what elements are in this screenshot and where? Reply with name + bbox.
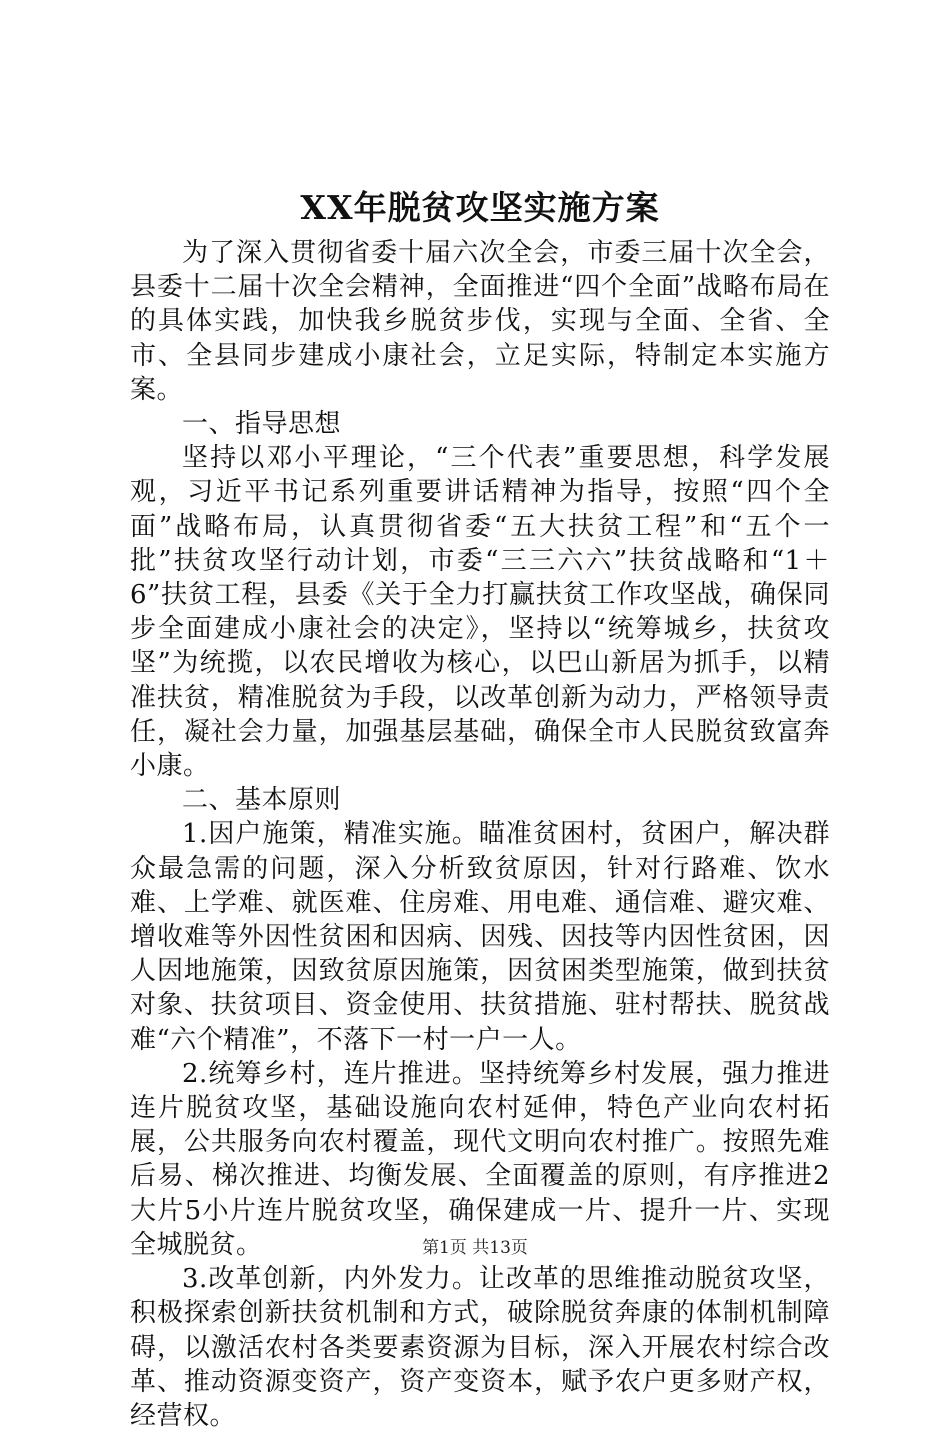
principle-3-paragraph: 3.改革创新，内外发力。让改革的思维推动脱贫攻坚，积极探索创新扶贫机制和方式，破除脱贫奔康的体制机制障碍，以激活农村各类要素资源为目标，深入开展农村综合改革、推动资源变资产，资产变资本，赋予农户更多财产权，经营权。 xyxy=(130,1264,830,1431)
page-number-footer: 第1页 共13页 xyxy=(422,1238,528,1258)
document-title: XX年脱贫攻坚实施方案 xyxy=(300,188,660,227)
section-heading-basic-principles: 二、基本原则 xyxy=(182,785,342,816)
intro-paragraph: 为了深入贯彻省委十届六次全会，市委三届十次全会，县委十二届十次全会精神，全面推进“四个全面”战略布局在的具体实践，加快我乡脱贫步伐，实现与全面、全省、全市、全县同步建成小康社会，立足实际，特制定本实施方案。 xyxy=(130,238,830,405)
principle-1-paragraph: 1.因户施策，精准实施。瞄准贫困村，贫困户，解决群众最急需的问题，深入分析致贫原因，针对行路难、饮水难、上学难、就医难、住房难、用电难、通信难、避灾难、增收难等外因性贫困和因病、因残、因技等内因性贫困，因人因地施策，因致贫原因施策，因贫困类型施策，做到扶贫对象、扶贫项目、资金使用、扶贫措施、驻村帮扶、脱贫战难“六个精准”，不落下一村一户一人。 xyxy=(130,819,830,1055)
section-heading-guiding-ideology: 一、指导思想 xyxy=(182,409,342,440)
principle-2-paragraph: 2.统筹乡村，连片推进。坚持统筹乡村发展，强力推进连片脱贫攻坚，基础设施向农村延伸，特色产业向农村拓展，公共服务向农村覆盖，现代文明向农村推广。按照先难后易、梯次推进、均衡发展、全面覆盖的原则，有序推进2大片5小片连片脱贫攻坚，确保建成一片、提升一片、实现全城脱贫。 xyxy=(130,1058,830,1260)
guiding-ideology-paragraph: 坚持以邓小平理论，“三个代表”重要思想，科学发展观，习近平书记系列重要讲话精神为指导，按照“四个全面”战略布局，认真贯彻省委“五大扶贫工程”和“五个一批”扶贫攻坚行动计划，市委“三三六六”扶贫战略和“1＋6”扶贫工程，县委《关于全力打赢扶贫工作攻坚战，确保同步全面建成小康社会的决定》，坚持以“统筹城乡，扶贫攻坚”为统揽，以农民增收为核心，以巴山新居为抓手，以精准扶贫，精准脱贫为手段，以改革创新为动力，严格领导责任，凝社会力量，加强基层基础，确保全市人民脱贫致富奔小康。 xyxy=(130,443,830,782)
